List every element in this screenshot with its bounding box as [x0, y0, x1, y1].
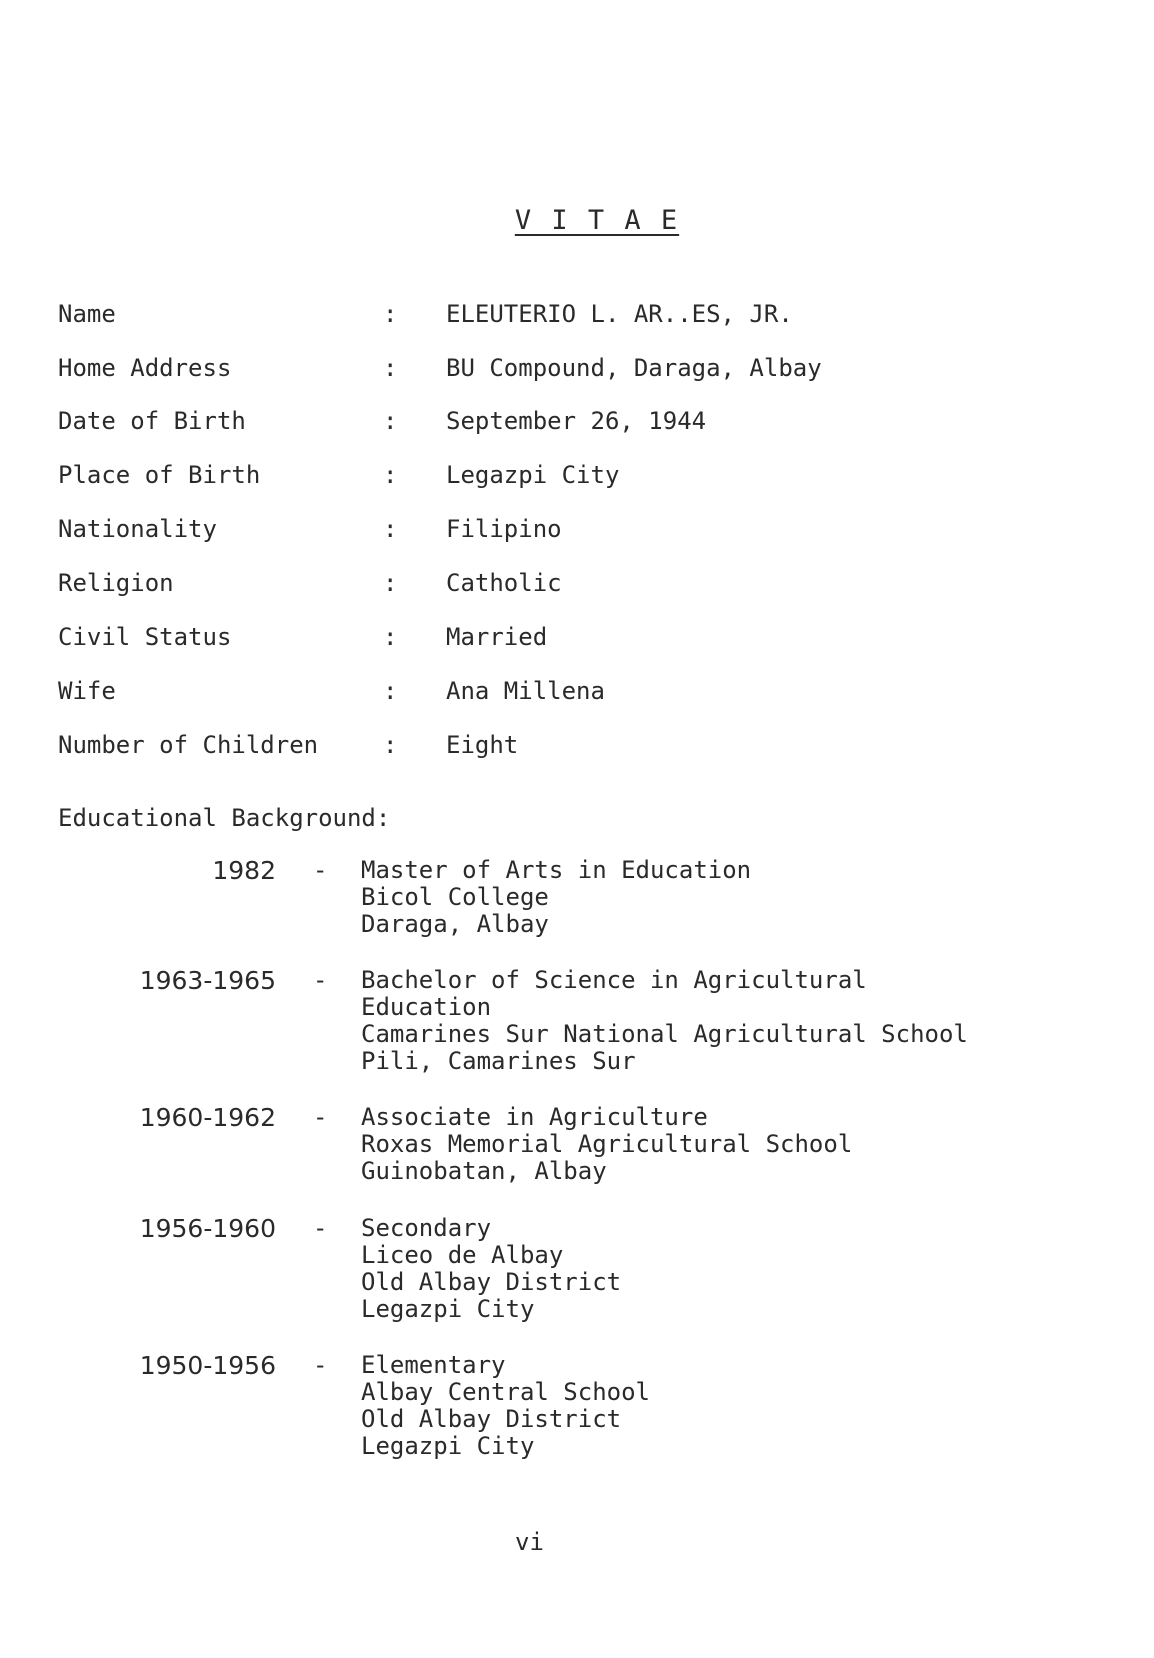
field-label: Religion [58, 569, 174, 597]
document-title: V I T A E [514, 205, 680, 236]
education-line: Education [361, 993, 492, 1021]
field-colon: : [383, 407, 398, 435]
field-value: Eight [446, 731, 519, 759]
field-colon: : [383, 731, 398, 759]
education-line: Bicol College [361, 883, 549, 911]
field-label: Civil Status [58, 623, 232, 651]
field-label: Number of Children [58, 731, 319, 759]
field-colon: : [383, 354, 398, 382]
education-line: Albay Central School [361, 1378, 650, 1406]
education-line: Liceo de Albay [361, 1241, 564, 1269]
field-value: Catholic [446, 569, 562, 597]
education-dash: - [313, 966, 328, 994]
education-heading: Educational Background: [58, 804, 391, 832]
education-years: 1956-1960 [139, 1214, 276, 1243]
education-line: Bachelor of Science in Agricultural [361, 966, 867, 994]
field-colon: : [383, 569, 398, 597]
education-dash: - [313, 856, 328, 884]
education-line: Old Albay District [361, 1268, 622, 1296]
education-line: Roxas Memorial Agricultural School [361, 1130, 853, 1158]
education-years: 1963-1965 [139, 966, 276, 995]
field-label: Date of Birth [58, 407, 246, 435]
education-line: Daraga, Albay [361, 910, 549, 938]
education-line: Old Albay District [361, 1405, 622, 1433]
education-dash: - [313, 1214, 328, 1242]
education-details [361, 1215, 621, 1323]
education-line: Master of Arts in Education [361, 856, 752, 884]
education-line: Guinobatan, Albay [361, 1157, 607, 1185]
field-colon: : [383, 677, 398, 705]
field-value: Ana Millena [446, 677, 605, 705]
field-value: ELEUTERIO L. AR..ES, JR. [446, 300, 793, 328]
education-dash: - [313, 1103, 328, 1131]
education-dash: - [313, 1351, 328, 1379]
education-line: Camarines Sur National Agricultural School [361, 1020, 968, 1048]
education-line: Pili, Camarines Sur [361, 1047, 636, 1075]
field-label: Place of Birth [58, 461, 261, 489]
education-line: Associate in Agriculture [361, 1103, 708, 1131]
field-value: Married [446, 623, 548, 651]
education-details [361, 967, 968, 1075]
education-line: Elementary [361, 1351, 506, 1379]
field-label: Name [58, 300, 116, 328]
field-label: Home Address [58, 354, 232, 382]
education-line: Legazpi City [361, 1432, 535, 1460]
field-colon: : [383, 300, 398, 328]
field-colon: : [383, 623, 398, 651]
field-colon: : [383, 461, 398, 489]
education-line: Legazpi City [361, 1295, 535, 1323]
field-value: September 26, 1944 [446, 407, 707, 435]
field-value: Legazpi City [446, 461, 620, 489]
field-colon: : [383, 515, 398, 543]
field-value: BU Compound, Daraga, Albay [446, 354, 822, 382]
education-details [361, 1352, 650, 1460]
education-line: Secondary [361, 1214, 492, 1242]
education-years: 1950-1956 [139, 1351, 276, 1380]
field-label: Wife [58, 677, 116, 705]
page-number: vi [515, 1528, 544, 1556]
education-details [361, 857, 751, 938]
education-years: 1982 [212, 856, 276, 885]
field-value: Filipino [446, 515, 562, 543]
education-years: 1960-1962 [139, 1103, 276, 1132]
field-label: Nationality [58, 515, 217, 543]
education-details [361, 1104, 852, 1185]
